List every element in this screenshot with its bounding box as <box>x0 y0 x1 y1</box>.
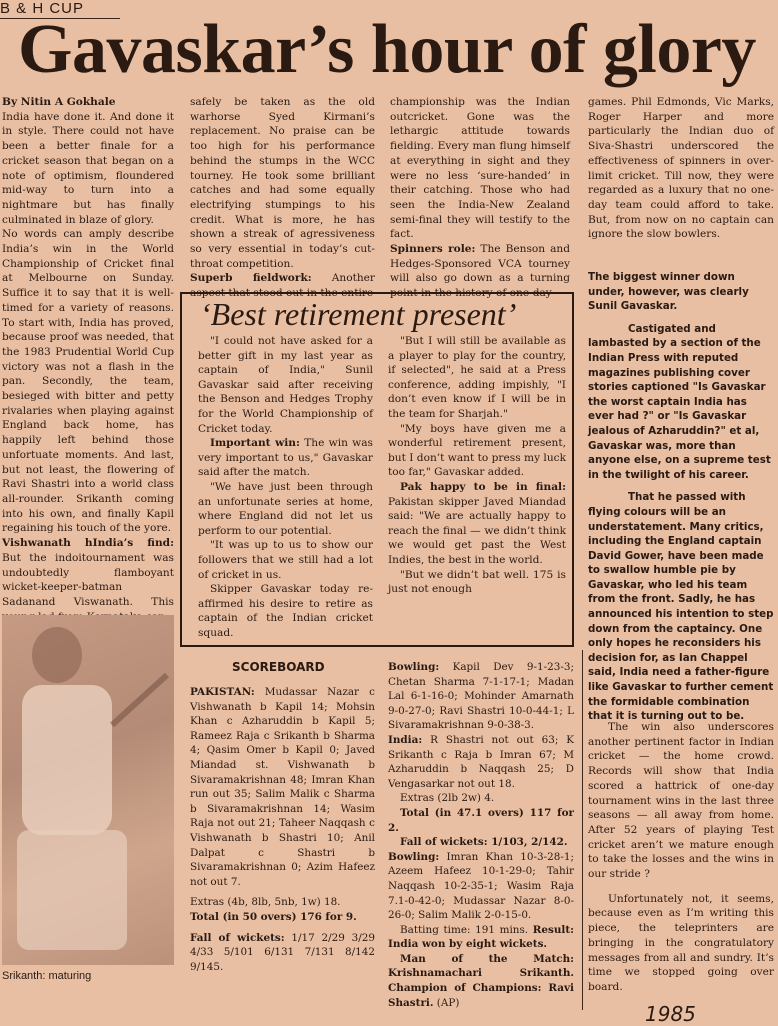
ind-bowling-text: Imran Khan 10-3-28-1; Azeem Hafeez 10-1-29-0; Tahir Naqqash 10-2-35-1; Wasim Raja 7.1-0-42-0; Mudassar Nazar 8-0-26-0; Salim Malik 2-0-15-0. <box>388 850 574 922</box>
ind-bowling-vs-pak <box>388 660 574 733</box>
handwritten-year: 1985 <box>645 1002 696 1026</box>
source-tag: (AP) <box>436 996 460 1009</box>
box-left-para-3: "We have just been through an unfortunate series at home, where England did not let us perform to our potential. <box>198 480 373 537</box>
column-2 <box>190 95 375 301</box>
column-3 <box>390 95 570 301</box>
photo-illustration <box>2 615 174 965</box>
pak-extras: Extras (4b, 8lb, 5nb, 1w) 18. <box>190 896 341 909</box>
column-1 <box>2 95 174 624</box>
photo-caption: Srikanth: maturing <box>2 970 92 982</box>
col3-subhead: Spinners role: <box>390 243 476 256</box>
scoreboard-pakistan <box>190 685 375 980</box>
srikanth-photo <box>2 615 174 965</box>
scoreboard-title: SCOREBOARD <box>232 660 325 674</box>
ind-bowling-label: Bowling: <box>388 850 440 863</box>
ind-label: India: <box>388 733 423 746</box>
match-result <box>388 923 574 952</box>
pak-fow-text: 1/17 2/29 3/29 4/33 5/101 6/131 7/131 8/142 9/145. <box>190 931 375 973</box>
quote-box-left <box>198 334 373 640</box>
batting-time: Batting time: 191 mins. <box>400 923 529 936</box>
pak-text: Mudassar Nazar c Vishwanath b Kapil 14; Mohsin Khan c Azharuddin b Kapil 5; Rameez Raja c Srikanth b Sharma 4; Qasim Omer b Kapil 0; Javed Miandad st. Vishwanath b Sivaramakrishnan 48; Imran Khan run out 35; Salim Malik c Sharma b Sivaramakrishnan 14; Wasim Raja not out 21; Taheer Naqqash c Vishwanath b Shastri 10; Anil Dalpat c Shastri b Sivaramakrishnan 0; Azim Hafeez not out 7. <box>190 686 375 888</box>
box-left-para-1: "I could not have asked for a better gift in my last year as captain of India," Sunil Gavaskar said after receiving the Benson and Hedges Trophy for the World Championship of Cricket today. <box>198 335 373 435</box>
ind-batting <box>388 733 574 791</box>
col5-para-1: The biggest winner down under, however, was clearly Sunil Gavaskar. <box>588 271 749 313</box>
col1-para-1: India have done it. And done it in style. There could not have been a better finale for a cricket season that began on a note of optimism, floundered mid-way to turn into a nightmare but has finally culminated in blaze of glory. <box>2 110 174 226</box>
result-text: Result: India won by eight wickets. <box>388 923 574 951</box>
box-right-para-1: "But I will still be available as a player to play for the country, if selected", he said at a Press conference, adding impishly, "I don’t even know if I will be in the team for Sharjah." <box>388 335 566 420</box>
col2-subhead: Superb fieldwork: <box>190 272 312 285</box>
pak-bowling <box>388 850 574 923</box>
scoreboard-india <box>388 660 574 1010</box>
box-left-subhead-text: The win was very important to us," Gavaskar said after the match. <box>198 437 373 479</box>
byline: By Nitin A Gokhale <box>2 96 116 108</box>
col5-para-3: That he passed with flying colours will be an understatement. Many critics, including the England captain David Gower, have been made to swallow humble pie by Gavaskar, who led his team from the front. Sadly, he has announced his intention to step down from the captaincy. One only hopes he reconsiders his decision for, as Ian Chappel said, India need a father-figure like Gavaskar to further cement the formidable combination that it is turning out to be. <box>588 491 774 723</box>
column-5-bold <box>588 270 774 724</box>
box-left-para-5: Skipper Gavaskar today re-affirmed his desire to retire as captain of the Indian cricket squad. <box>198 583 373 639</box>
quote-box-right <box>388 334 566 597</box>
pak-batting <box>190 685 375 889</box>
box-left-para-4: "It was up to us to show our followers that we still had a lot of cricket in us. <box>198 539 373 581</box>
motm-text: Man of the Match: Krishnamachari Srikanth. Champion of Champions: Ravi Shastri. <box>388 952 574 1009</box>
bowling-text: Kapil Dev 9-1-23-3; Chetan Sharma 7-1-17-1; Madan Lal 6-1-16-0; Mohinder Amarnath 9-0-27-0; Ravi Shastri 10-0-44-1; L Sivaramakrishnan 9-0-38-3. <box>388 661 574 732</box>
column-rule <box>582 650 583 1010</box>
ind-extras: Extras (2lb 2w) 4. <box>400 792 495 805</box>
col3-subhead-text: The Benson and Hedges-Sponsored VCA tourney will also go down as a turning point in the history of one-day <box>390 243 570 300</box>
col2-subhead-text: Another aspect that stood out in the entire <box>190 272 375 300</box>
box-right-subhead: Pak happy to be in final: <box>400 480 566 493</box>
box-right-subhead-text: Pakistan skipper Javed Miandad said: "We are actually happy to reach the final — we didn’t think we would get past the West Indies, the best in the world. <box>388 495 566 566</box>
ind-fow: Fall of wickets: 1/103, 2/142. <box>400 836 568 849</box>
awards <box>388 952 574 1010</box>
box-right-para-3 <box>388 480 566 568</box>
pak-fow-label: Fall of wickets: <box>190 931 285 944</box>
col3-para-1: championship was the Indian outcricket. Gone was the lethargic attitude towards fielding. Every man flung himself at everything in sight and they were no less ‘sure-handed’ in their catching. Those who had seen the India-New Zealand semi-final they will testify to the fact. <box>390 96 570 241</box>
pak-label: PAKISTAN: <box>190 686 255 698</box>
col5-para-2: Castigated and lambasted by a section of the Indian Press with reputed magazines publishing cover stories captioned "Is Gavaskar the worst captain India has ever had ?" or "Is Gavaskar jealous of Azharuddin?" et al, Gavaskar was, more than anyone else, on a supreme test in the twilight of his career. <box>588 322 771 481</box>
box-left-subhead: Important win: <box>210 437 300 450</box>
col5b-para-1: The win also underscores another pertinent factor in Indian cricket — the home crowd. Records will show that India scored a hattrick of one-day tournament wins in the last three seasons — all away from home. After 52 years of playing Test cricket aren’t we mature enough to take the losses and the wins in our stride ? <box>588 721 774 881</box>
col1-subhead: Vishwanath hIndia’s find: <box>2 537 174 550</box>
pak-total: Total (in 50 overs) 176 for 9. <box>190 910 357 923</box>
ind-text: R Shastri not out 63; K Srikanth c Raja b Imran 67; M Azharuddin b Naqqash 25; D Vengasarkar not out 18. <box>388 733 574 790</box>
box-right-para-4: "But we didn’t bat well. 175 is just not enough <box>388 568 566 596</box>
box-right-para-2: "My boys have given me a wonderful retirement present, but I don’t want to press my luck too far," Gavaskar added. <box>388 422 566 479</box>
col4-para-1: games. Phil Edmonds, Vic Marks, Roger Harper and more particularly the Indian duo of Siva-Shastri underscored the effectiveness of spinners in over-limit cricket. Till now, they were regarded as a luxury that no one-day team could afford to take. But, from now on no captain can ignore the slow bowlers. <box>588 96 774 241</box>
col1-para-2: No words can amply describe India’s win in the World Championship of Cricket final at Melbourne on Sunday. Suffice it to say that it is well-timed for a variety of reasons. To start with, India has proved, because proof was needed, that the 1983 Prudential World Cup victory was not a flash in the pan. Secondly, the team, besieged with bitter and petty rivalaries when playing against England back home, has happily left behind those unfortuate moments. And last, but not least, the flowering of Ravi Shastri into a world class all-rounder. Srikanth coming into his own, and finally Kapil regaining his touch of the yore. <box>2 228 174 535</box>
section-kicker: B & H CUP <box>0 0 85 17</box>
box-left-para-2 <box>198 436 373 480</box>
col2-para-1: safely be taken as the old warhorse Syed Kirmani’s replacement. No praise can be too high for his performance behind the stumps in the WCC tourney. He took some brilliant catches and had some equally electrifying stumpings to his credit. What is more, he has shown a streak of agressiveness so very essential in today’s cut-throat competition. <box>190 96 375 270</box>
column-5-bottom <box>588 720 774 995</box>
col1-subhead-text: But the indoitournament was undoubtedly flamboyant wicket-keeper-batman Sadanand Viswanath. This <box>2 551 174 608</box>
column-4 <box>588 95 774 242</box>
bowling-label: Bowling: <box>388 661 440 673</box>
pak-fow <box>190 931 375 975</box>
headline: Gavaskar’s hour of glory <box>18 11 756 88</box>
col1-para-3 <box>2 536 174 624</box>
quote-box-title: ‘Best retirement present’ <box>200 296 517 332</box>
ind-total: Total (in 47.1 overs) 117 for 2. <box>388 806 574 834</box>
col5b-para-2: Unfortunately not, it seems, because even as I’m writing this piece, the teleprinters are bringing in the congratulatory messages from all and sundry. It’s time we stopped going over board. <box>588 892 774 993</box>
